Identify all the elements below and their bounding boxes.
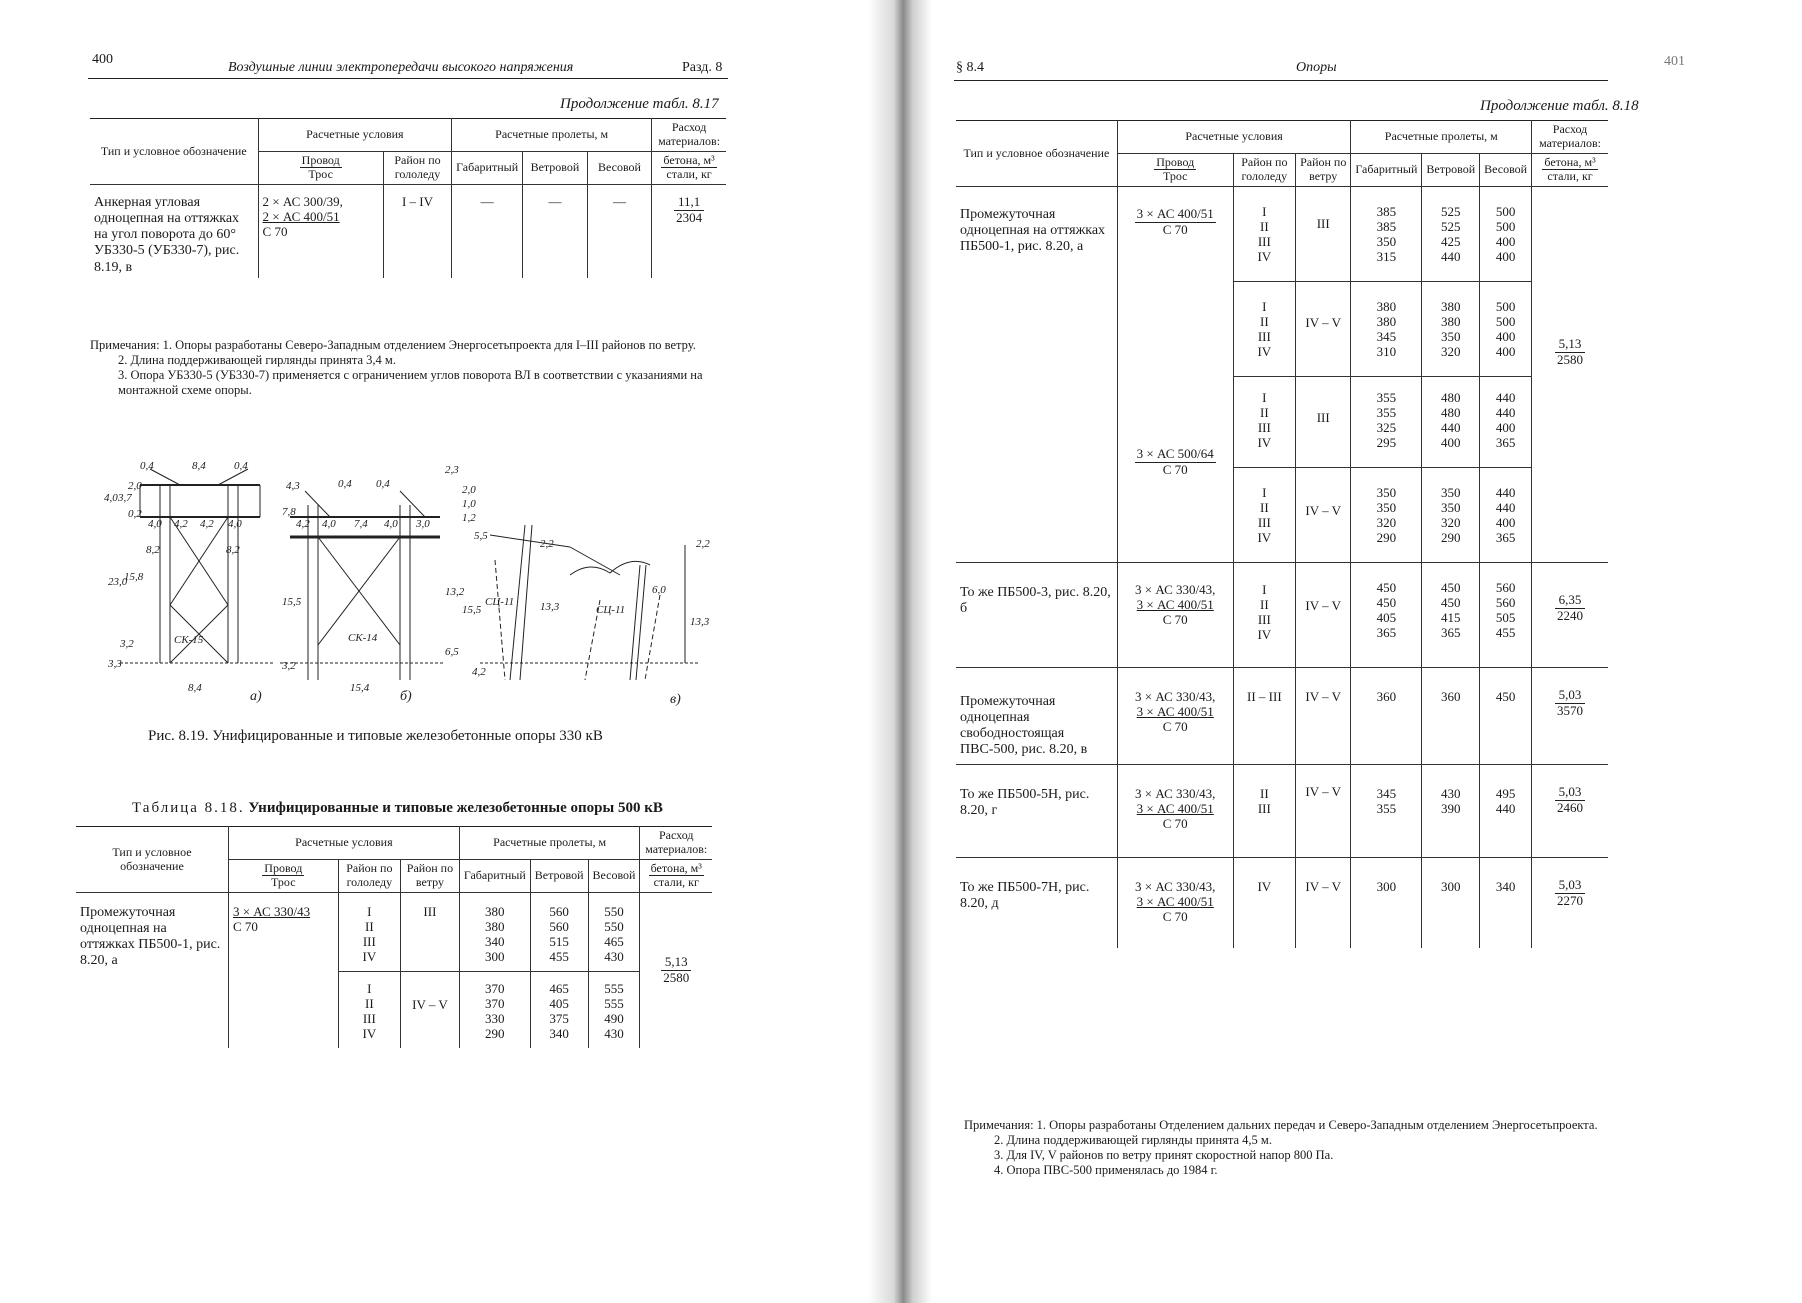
- fig-label: 4,0: [228, 518, 242, 530]
- fig-label: 0,2: [128, 508, 142, 520]
- header-rule: [954, 80, 1608, 81]
- fig-label: 4,0: [322, 518, 336, 530]
- fig-label: 1,2: [462, 512, 476, 524]
- fig-label: 13,3: [690, 616, 710, 628]
- continuation-label: Продолжение табл. 8.17: [560, 96, 719, 112]
- fig-label: 4,3: [286, 480, 300, 492]
- fig-label: 2,3: [445, 464, 459, 476]
- col-spans: Расчетные пролеты, м: [459, 827, 640, 860]
- fig-label: 2,0: [128, 480, 142, 492]
- col-gab: Габаритный: [1351, 153, 1422, 187]
- table-row: Промежуточная одноцепная свободностоящая ПВС-500, рис. 8.20, в 3 × АС 330/43, 3 × АС 400/51 С 70 II – III IV – V 360 360 450 $\frac{5,03}{3570}$: [956, 668, 1608, 765]
- fig-label: 15,5: [462, 604, 482, 616]
- fig-label: 0,4: [338, 478, 352, 490]
- left-page: [0, 0, 880, 1303]
- continuation-label: Продолжение табл. 8.18: [1480, 98, 1639, 114]
- section-label: § 8.4: [956, 60, 984, 75]
- fig-label: 8,2: [146, 544, 160, 556]
- col-materials: Расход материалов:: [640, 827, 712, 860]
- table-row: Промежуточная одноцепная на оттяжках ПБ500-1, рис. 8.20, а 3 × АС 330/43 С 70 I II III IV III 380 380 340 300 560 560 515 455 550 550 465 430 $\frac{5,13}{2580}$: [76, 893, 712, 972]
- fig-label: СК-15: [174, 634, 204, 646]
- col-materials: Расход материалов:: [1532, 121, 1608, 154]
- section-label: Разд. 8: [682, 60, 723, 75]
- col-wind: Ветровой: [523, 151, 588, 185]
- fig-label: 23,0: [108, 576, 128, 588]
- fig-label-a: а): [250, 689, 262, 704]
- fig-label: 2,2: [696, 538, 710, 550]
- fig-label: 4,2: [296, 518, 310, 530]
- col-conditions: Расчетные условия: [228, 827, 459, 860]
- table-row: То же ПБ500-7Н, рис. 8.20, д 3 × АС 330/43, 3 × АС 400/51 С 70 IV IV – V 300 300 340 $\frac{5,03}{2270}$: [956, 858, 1608, 949]
- fig-label: 8,2: [226, 544, 240, 556]
- col-ice: Район по гололеду: [338, 859, 400, 893]
- col-weight: Весовой: [1480, 153, 1532, 187]
- col-wind: Ветровой: [1422, 153, 1480, 187]
- table-8-18: [76, 826, 712, 1048]
- table-8-18-title: Таблица 8.18. Унифицированные и типовые железобетонные опоры 500 кВ: [132, 800, 663, 816]
- page-number: 401: [1664, 54, 1685, 69]
- col-wire: $\frac{\text{Провод}}{\text{Трос}}$: [1117, 153, 1233, 187]
- col-type: Тип и условное обозначение: [76, 827, 228, 893]
- fig-label: 2,0: [462, 484, 476, 496]
- table-row: То же ПБ500-5Н, рис. 8.20, г 3 × АС 330/43, 3 × АС 400/51 С 70 II III IV – V 345 355 430 390 495 440 $\frac{5,03}{2460}$: [956, 765, 1608, 858]
- col-spans: Расчетные пролеты, м: [1351, 121, 1532, 154]
- col-weight: Весовой: [587, 151, 651, 185]
- col-wire: $\frac{\text{Провод}}{\text{Трос}}$: [228, 859, 338, 893]
- fig-label: 4,0: [384, 518, 398, 530]
- fig-label: 6,0: [652, 584, 666, 596]
- notes-8-17: Примечания: 1. Опоры разработаны Северо-Западным отделением Энергосетьпроекта для I–III районов по ветру. 2. Длина поддерживающей гирлянды принята 3,4 м. 3. Опора УБ330-5 (УБ330-7) применяется с ограничением углов поворота ВЛ в соответствии с указаниями на монтажной схеме опоры.: [90, 338, 703, 397]
- col-type: Тип и условное обозначение: [956, 121, 1117, 187]
- col-gab: Габаритный: [452, 151, 523, 185]
- col-concrete-steel: $\frac{\text{бетона, м³}}{\text{стали, кг}}$: [640, 859, 712, 893]
- col-wind: Ветровой: [530, 859, 588, 893]
- fig-label: 1,0: [462, 498, 476, 510]
- page-number: 400: [92, 52, 113, 67]
- col-materials: Расход материалов:: [652, 119, 726, 152]
- fig-label: 4,0: [104, 492, 118, 504]
- table-row: То же ПБ500-3, рис. 8.20, б 3 × АС 330/43, 3 × АС 400/51 С 70 I II III IV IV – V 450 450 405 365 450 450 415 365 560 560 505 455 $\frac{6,35}{2240}$: [956, 563, 1608, 668]
- fig-label: 0,4: [140, 460, 154, 472]
- col-windzone: Район по ветру: [1295, 153, 1350, 187]
- fig-label: 3,7: [118, 492, 132, 504]
- fig-label: 0,4: [376, 478, 390, 490]
- fig-label-v: в): [670, 692, 681, 707]
- fig-label: СК-14: [348, 632, 378, 644]
- fig-label: 15,5: [282, 596, 302, 608]
- col-ice: Район по гололеду: [1233, 153, 1295, 187]
- fig-label: 3,3: [108, 658, 122, 670]
- table-row: I II III IV IV – V 370 370 330 290 465 405 375 340 555 555 490 430: [76, 972, 712, 1049]
- col-conditions: Расчетные условия: [1117, 121, 1351, 154]
- fig-label: 15,4: [350, 682, 370, 694]
- running-title: Воздушные линии электропередачи высокого напряжения: [228, 60, 574, 75]
- fig-label: 3,2: [120, 638, 134, 650]
- fig-label: СЦ-11: [596, 604, 626, 616]
- table-8-18-continued: [956, 120, 1608, 948]
- table-row: Промежуточная одноцепная на оттяжках ПБ500-1, рис. 8.20, а $\frac{3 \times АС 400/51}{С 70}$ I II III IV III 385 385 350 315 525 525 425 440 500 500 400 400 $\frac{5,13}{2580}$: [956, 187, 1608, 282]
- fig-label: 8,4: [192, 460, 206, 472]
- col-windzone: Район по ветру: [401, 859, 460, 893]
- fig-label: 5,5: [474, 530, 488, 542]
- fig-label: 4,2: [472, 666, 486, 678]
- col-type: Тип и условное обозначение: [90, 119, 258, 185]
- table-row: $\frac{3 \times АС 500/64}{С 70}$ I II III IV III 355 355 325 295 480 480 440 400 440 440 400 365: [956, 377, 1608, 468]
- notes-8-18: Примечания: 1. Опоры разработаны Отделением дальних передач и Северо-Западным отделением Энергосетьпроекта. 2. Длина поддерживающей гирлянды принята 4,5 м. 3. Для IV, V районов по ветру принят скоростной напор 800 Па. 4. Опора ПВС-500 применялась до 1984 г.: [964, 1118, 1598, 1177]
- figure-8-19: [100, 455, 720, 725]
- fig-label: 13,3: [540, 601, 560, 613]
- col-concrete-steel: $\frac{\text{бетона, м³}}{\text{стали, кг}}$: [652, 151, 726, 185]
- col-ice: Район по гололеду: [383, 151, 451, 185]
- fig-label: 7,8: [282, 506, 296, 518]
- right-page: [920, 0, 1802, 1303]
- fig-label: 4,2: [174, 518, 188, 530]
- table-8-17: [90, 118, 726, 278]
- col-gab: Габаритный: [459, 859, 530, 893]
- fig-label: 2,2: [540, 538, 554, 550]
- fig-label: СЦ-11: [485, 596, 515, 608]
- fig-label-b: б): [400, 689, 412, 704]
- fig-label: 4,0: [148, 518, 162, 530]
- header-rule: [88, 78, 728, 79]
- table-row: Анкерная угловая одноцепная на оттяжках на угол поворота до 60° УБ330-5 (УБ330-7), рис. 8.19, в 2 × АС 300/39, 2 × АС 400/51 С 70 I – IV — — — $\frac{11,1}{2304}$: [90, 185, 726, 278]
- fig-label: 3,0: [416, 518, 430, 530]
- col-wire: $\frac{\text{Провод}}{\text{Трос}}$: [258, 151, 383, 185]
- fig-label: 8,4: [188, 682, 202, 694]
- col-concrete-steel: $\frac{\text{бетона, м³}}{\text{стали, кг}}$: [1532, 153, 1608, 187]
- col-spans: Расчетные пролеты, м: [452, 119, 652, 152]
- col-conditions: Расчетные условия: [258, 119, 452, 152]
- running-title: Опоры: [1296, 60, 1337, 75]
- fig-label: 13,2: [445, 586, 465, 598]
- fig-label: 4,2: [200, 518, 214, 530]
- col-weight: Весовой: [588, 859, 640, 893]
- fig-label: 15,8: [124, 571, 144, 583]
- fig-label: 6,5: [445, 646, 459, 658]
- table-row: I II III IV IV – V 380 380 345 310 380 380 350 320 500 500 400 400: [956, 282, 1608, 377]
- fig-label: 0,4: [234, 460, 248, 472]
- fig-label: 3,2: [282, 660, 296, 672]
- fig-label: 7,4: [354, 518, 368, 530]
- table-row: I II III IV IV – V 350 350 320 290 350 350 320 290 440 440 400 365: [956, 468, 1608, 563]
- figure-caption: Рис. 8.19. Унифицированные и типовые железобетонные опоры 330 кВ: [148, 728, 603, 744]
